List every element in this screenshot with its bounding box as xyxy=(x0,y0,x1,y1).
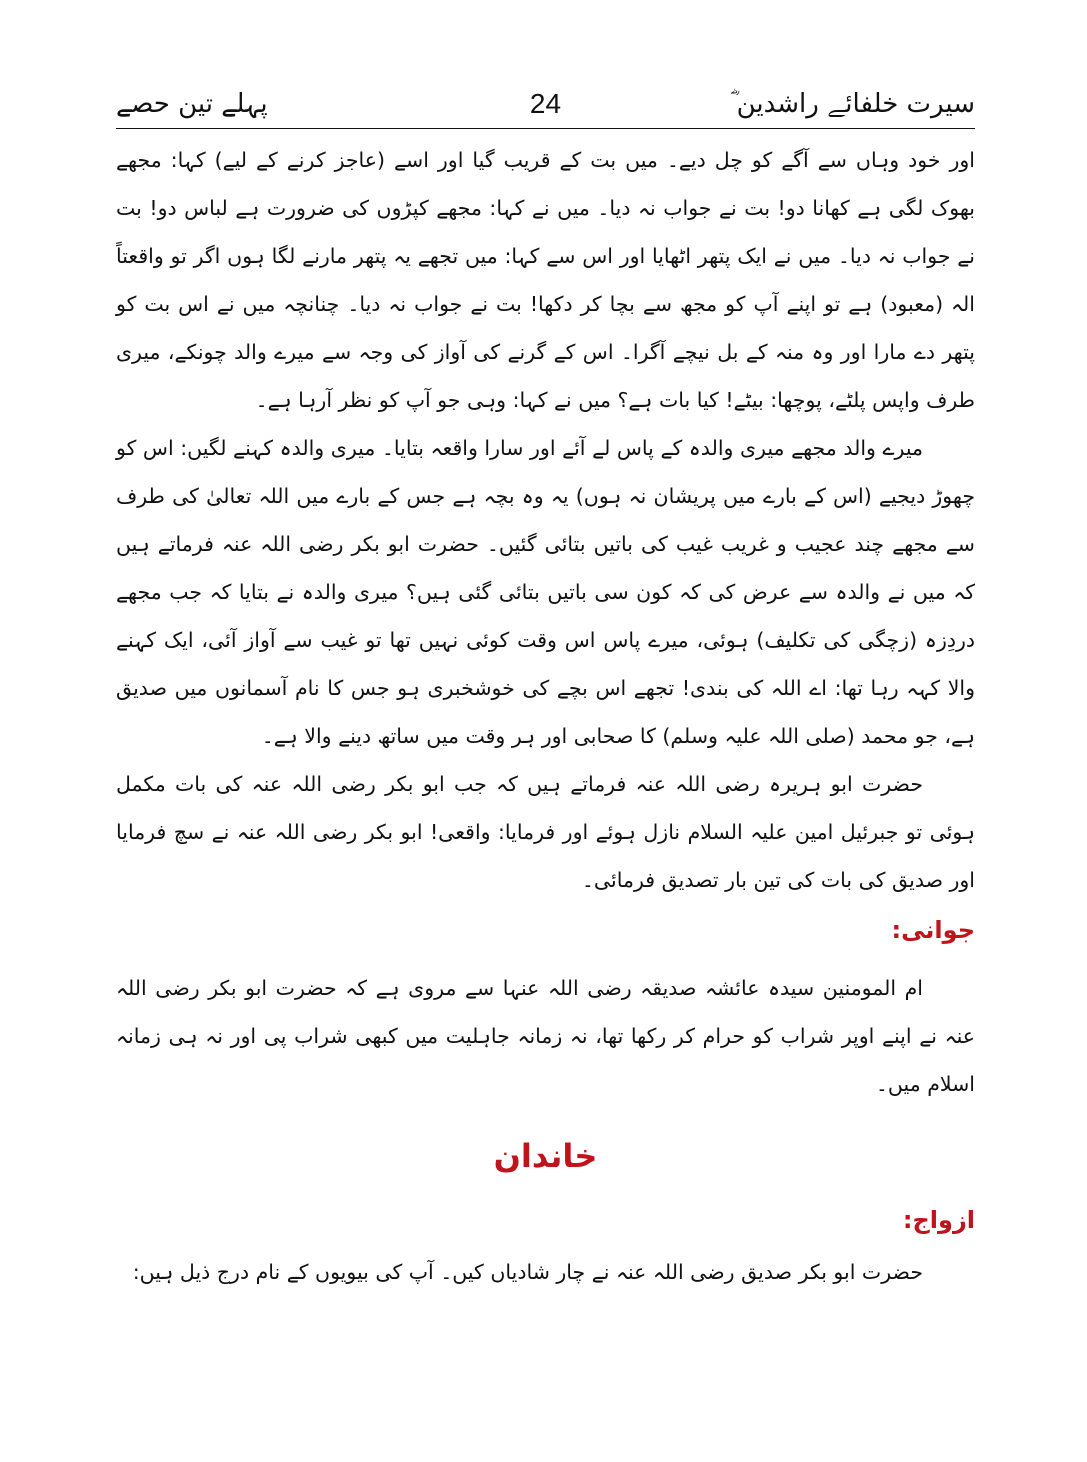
page-number: 24 xyxy=(529,88,562,119)
paragraph: ام المومنین سیدہ عائشہ صدیقہ رضی اللہ عنہا سے مروی ہے کہ حضرت ابو بکر رضی اللہ عنہ نے اپنے اوپر شراب کو حرام کر رکھا تھا، نہ زمانہ جاہلیت میں کبھی شراب پی اور نہ ہی زمانہ اسلام میں۔ xyxy=(116,976,975,1096)
paragraph: اور خود وہاں سے آگے کو چل دیے۔ میں بت کے قریب گیا اور اسے (عاجز کرنے کے لیے) کہا: مجھے بھوک لگی ہے کھانا دو! بت نے جواب نہ دیا۔ میں نے کہا: مجھے کپڑوں کی ضرورت ہے لباس دو! بت نے جواب نہ دیا۔ میں نے ایک پتھر اٹھایا اور اس سے کہا: میں تجھے یہ پتھر مارنے لگا ہوں اگر تو واقعتاً الہ (معبود) ہے تو اپنے آپ کو مجھ سے بچا کر دکھا! بت نے جواب نہ دیا۔ چنانچہ میں نے اس بت کو پتھر دے مارا اور وہ منہ کے بل نیچے آگرا۔ اس کے گرنے کی آواز کی وجہ سے میرے والد چونکے، میری طرف واپس پلٹے، پوچھا: بیٹے! کیا بات ہے؟ میں نے کہا: وہی جو آپ کو نظر آرہا ہے۔ xyxy=(116,148,975,412)
paragraph: میرے والد مجھے میری والدہ کے پاس لے آئے اور سارا واقعہ بتایا۔ میری والدہ کہنے لگیں: اس کو چھوڑ دیجیے (اس کے بارے میں پریشان نہ ہوں) یہ وہ بچہ ہے جس کے بارے میں اللہ تعالیٰ کی طرف سے مجھے چند عجیب و غریب غیب کی باتیں بتائی گئیں۔ حضرت ابو بکر رضی اللہ عنہ فرماتے ہیں کہ میں نے والدہ سے عرض کی کہ کون سی باتیں بتائی گئی ہیں؟ میری والدہ نے بتایا کہ جب مجھے دردِزہ (زچگی کی تکلیف) ہوئی، میرے پاس اس وقت کوئی نہیں تھا تو غیب سے آواز آئی، ایک کہنے والا کہہ رہا تھا: اے اللہ کی بندی! تجھے اس بچے کی خوشخبری ہو جس کا نام آسمانوں میں صدیق ہے، جو محمد (صلی اللہ علیہ وسلم) کا صحابی اور ہر وقت میں ساتھ دینے والا ہے۔ xyxy=(116,436,975,748)
section-title-family: خاندان xyxy=(493,1137,598,1175)
section-heading-youth: جوانی: xyxy=(891,916,975,944)
paragraph: حضرت ابو ہریرہ رضی اللہ عنہ فرماتے ہیں کہ جب ابو بکر رضی اللہ عنہ کی بات مکمل ہوئی تو جبرئیل امین علیہ السلام نازل ہوئے اور فرمایا: واقعی! ابو بکر رضی اللہ عنہ نے سچ فرمایا اور صدیق کی بات کی تین بار تصدیق فرمائی۔ xyxy=(116,772,975,892)
paragraph: حضرت ابو بکر صدیق رضی اللہ عنہ نے چار شادیاں کیں۔ آپ کی بیویوں کے نام درج ذیل ہیں: xyxy=(132,1260,923,1284)
page-header xyxy=(116,82,975,128)
header-rule xyxy=(116,128,975,129)
section-heading-wives: ازواج: xyxy=(902,1206,975,1234)
page-content xyxy=(116,136,975,1296)
part-label: پہلے تین حصے xyxy=(116,89,268,119)
book-title: سیرت خلفائے راشدین ؓ xyxy=(730,89,975,119)
